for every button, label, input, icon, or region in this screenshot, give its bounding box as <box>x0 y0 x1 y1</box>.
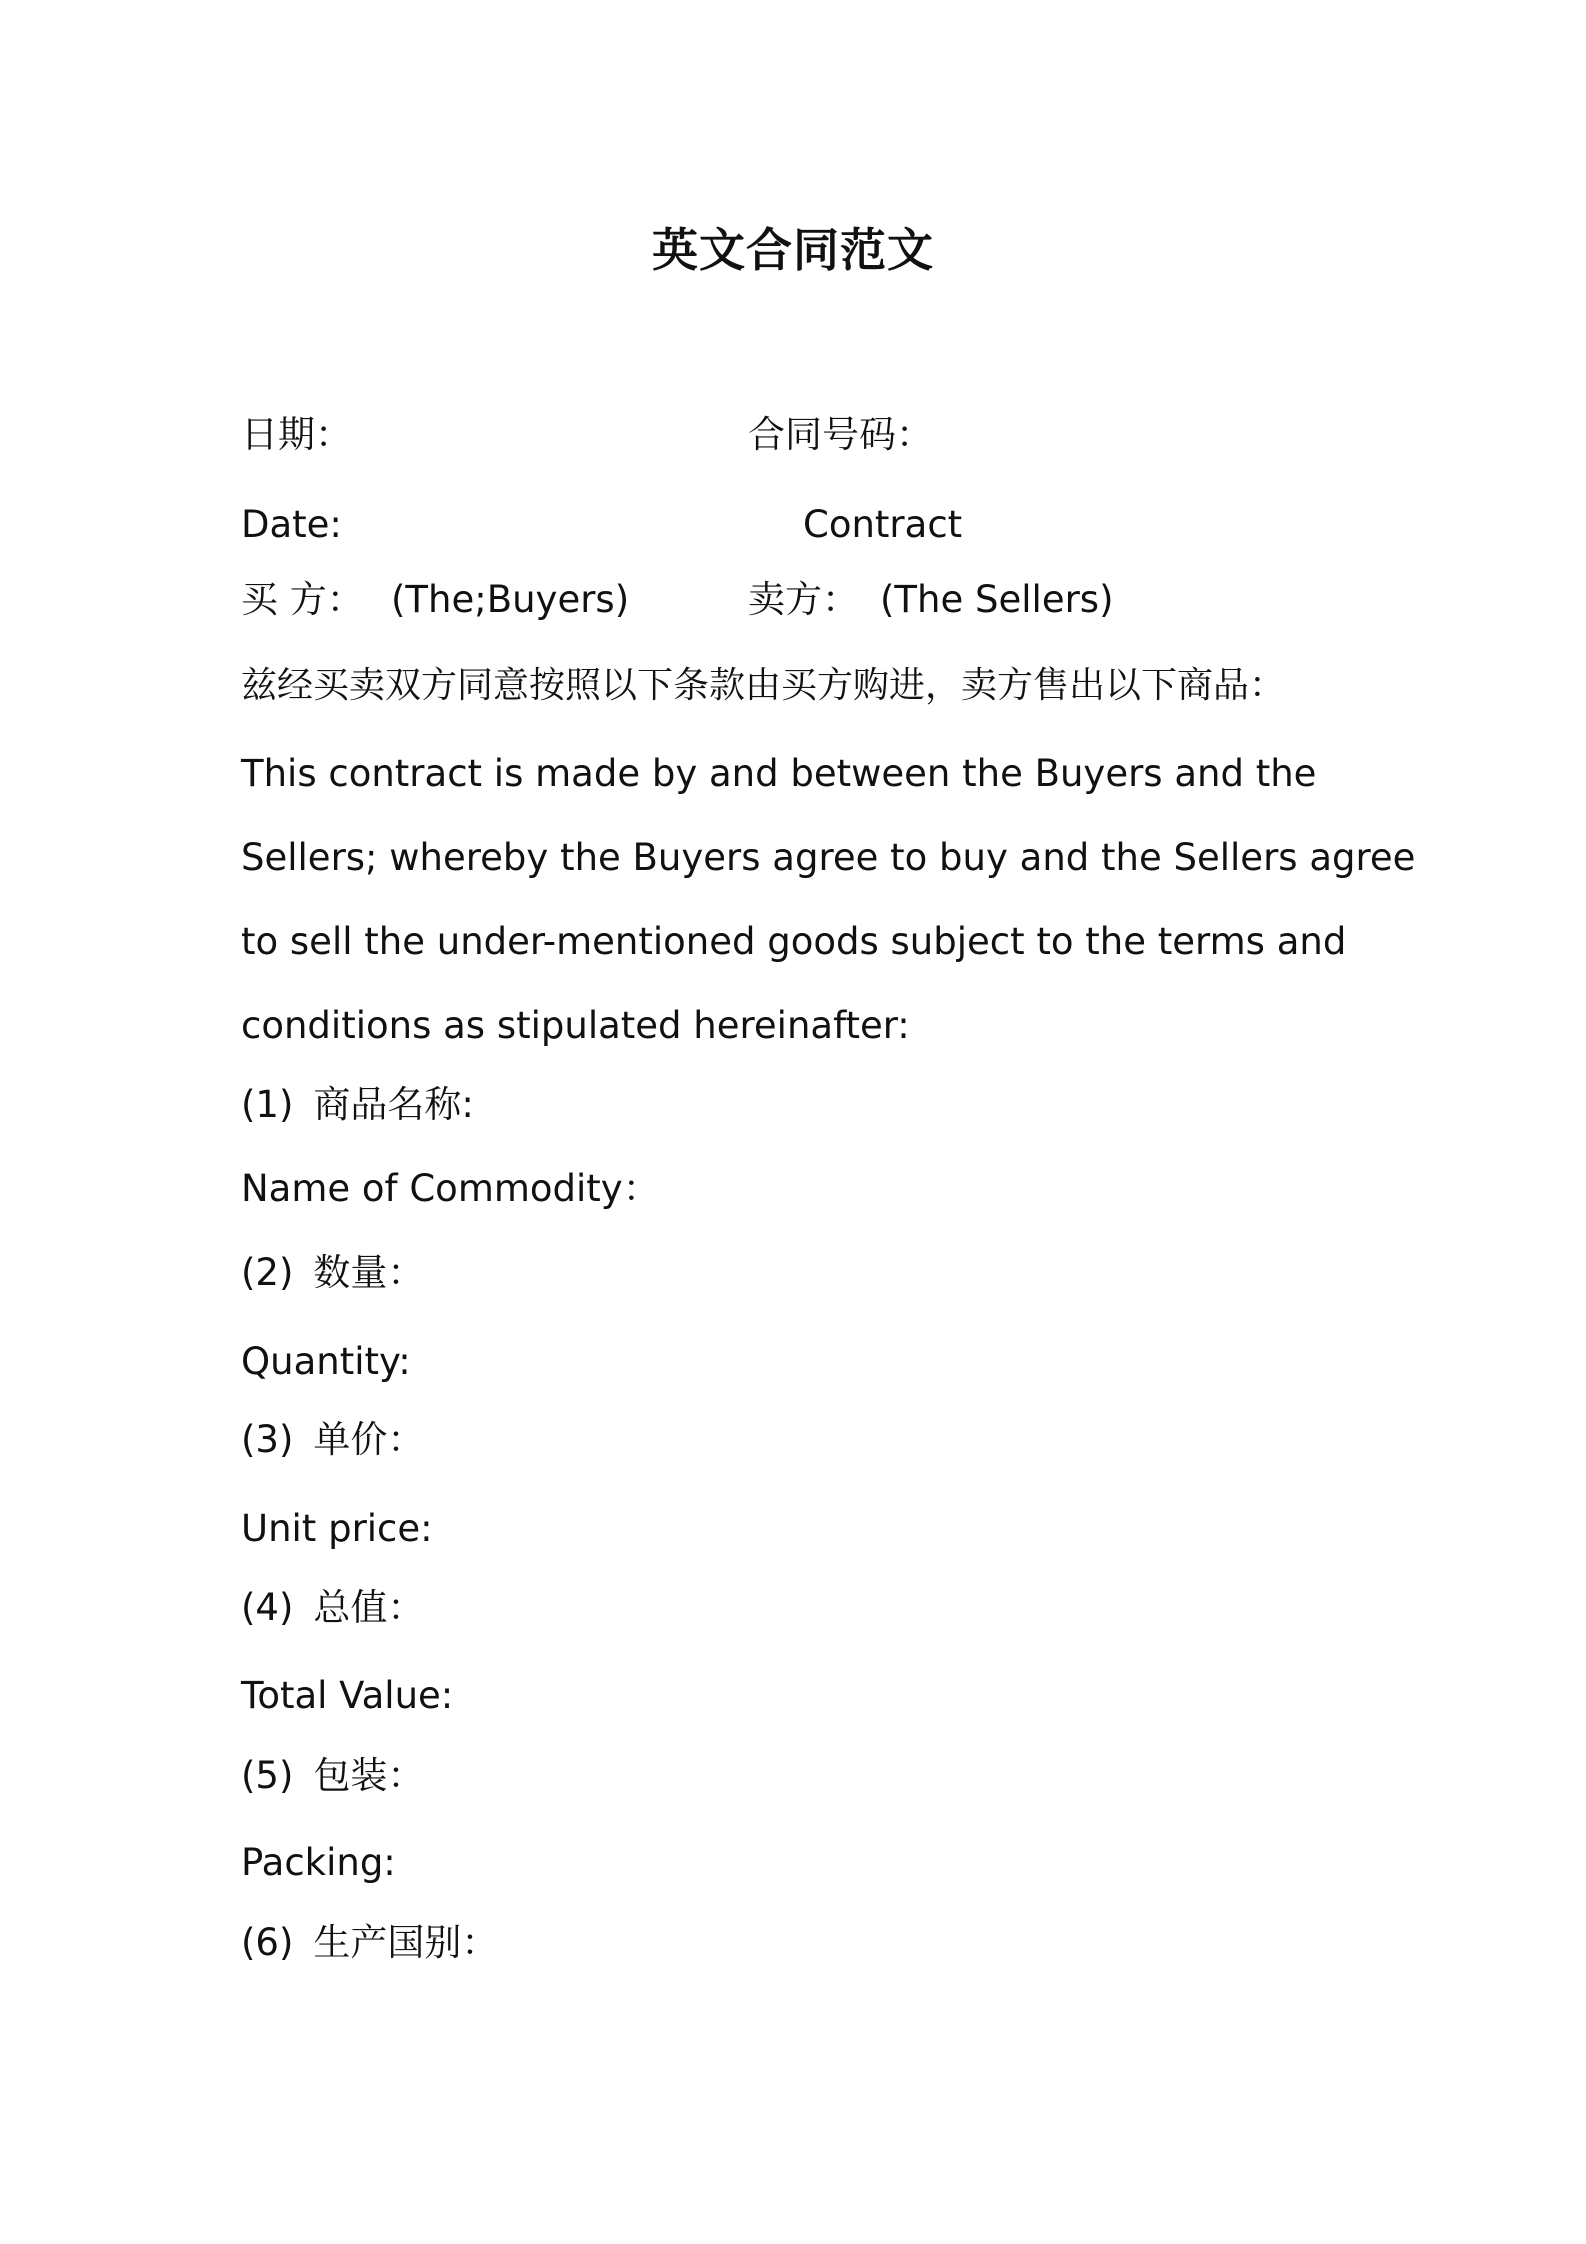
item-5-cn <box>241 1754 424 1798</box>
item-3-en: Unit price: <box>241 1507 433 1550</box>
intro-en-line: conditions as stipulated hereinafter: <box>241 1004 910 1047</box>
item-number: (5) <box>241 1754 294 1797</box>
item-label-cn: 商品名称: <box>313 1083 474 1126</box>
seller-cn-label: 卖方： <box>748 578 859 621</box>
contract-en-label: Contract <box>803 503 963 546</box>
item-6-cn <box>241 1921 498 1965</box>
item-label-cn: 数量： <box>313 1251 425 1294</box>
item-3-cn <box>241 1418 424 1462</box>
document-title: 英文合同范文 <box>652 223 934 277</box>
item-number: (2) <box>241 1251 294 1294</box>
item-number: (1) <box>241 1083 294 1126</box>
item-4-cn <box>241 1586 424 1630</box>
item-2-cn <box>241 1251 424 1295</box>
item-label-cn: 包装： <box>313 1754 425 1797</box>
contract-no-cn-label: 合同号码： <box>748 413 933 456</box>
item-1-cn <box>241 1083 474 1127</box>
item-label-cn: 单价： <box>313 1418 425 1461</box>
seller-en-label: (The Sellers) <box>880 578 1114 621</box>
buyer-en-label: (The;Buyers) <box>391 578 630 621</box>
intro-en-line: Sellers; whereby the Buyers agree to buy and the Sellers agree <box>241 836 1416 879</box>
intro-cn: 兹经买卖双方同意按照以下条款由买方购进，卖方售出以下商品： <box>241 665 1286 706</box>
item-number: (6) <box>241 1921 294 1964</box>
intro-en-line: to sell the under-mentioned goods subject to the terms and <box>241 920 1347 963</box>
date-cn-label: 日期： <box>241 413 352 456</box>
intro-en-line: This contract is made by and between the Buyers and the <box>241 752 1317 795</box>
item-number: (4) <box>241 1586 294 1629</box>
item-2-en: Quantity: <box>241 1340 411 1383</box>
item-number: (3) <box>241 1418 294 1461</box>
item-label-cn: 总值： <box>313 1586 425 1629</box>
item-1-en: Name of Commodity： <box>241 1167 660 1210</box>
item-label-cn: 生产国别： <box>313 1921 499 1964</box>
item-5-en: Packing: <box>241 1841 396 1884</box>
item-4-en: Total Value: <box>241 1674 454 1717</box>
buyer-cn-label: 买 方： <box>241 578 364 621</box>
date-en-label: Date: <box>241 503 342 546</box>
